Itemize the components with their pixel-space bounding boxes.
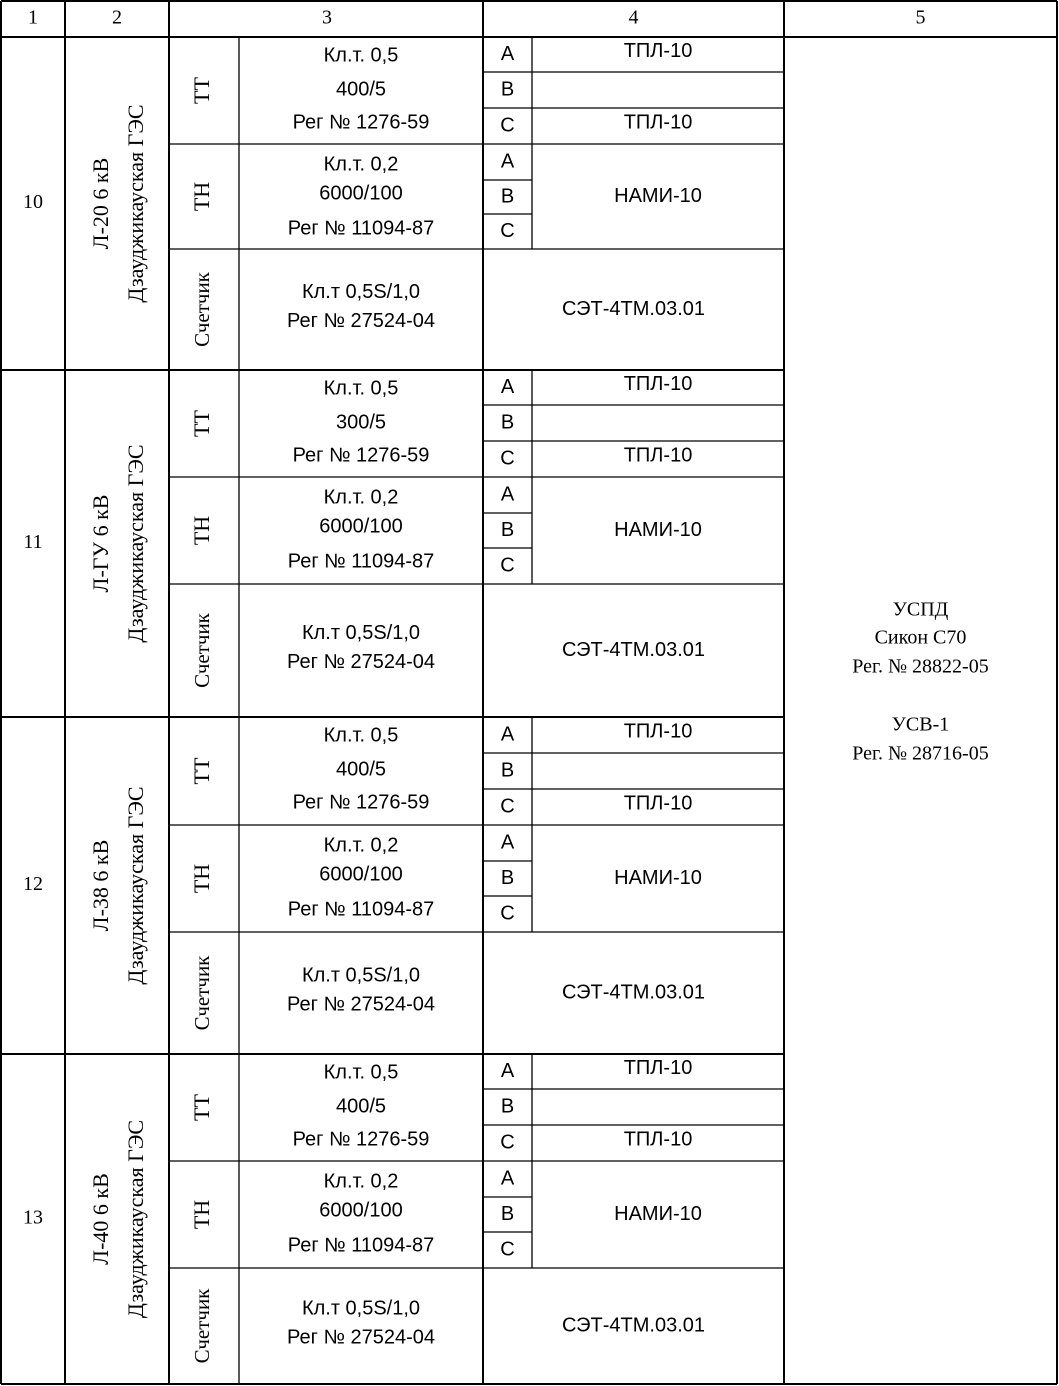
tt-ratio: 300/5 [335, 411, 387, 434]
uspd-reg: Рег. № 28822-05 [852, 655, 989, 678]
tt-phase: B [500, 1095, 515, 1118]
tt-type: ТПЛ-10 [623, 111, 693, 134]
tt-type: ТПЛ-10 [623, 39, 693, 62]
tn-ratio: 6000/100 [319, 515, 403, 538]
tn-label: ТН [189, 863, 215, 894]
tn-ratio: 6000/100 [319, 1199, 403, 1222]
uspd-title: УСПД [892, 598, 949, 621]
tt-phase: A [500, 723, 515, 746]
row-number: 10 [23, 191, 43, 214]
usv-title: УСВ-1 [891, 713, 950, 736]
tt-phase: A [500, 42, 515, 65]
tt-label: ТТ [189, 77, 215, 104]
tt-class: Кл.т. 0,5 [323, 377, 399, 400]
tn-phase: B [500, 866, 515, 889]
tt-class: Кл.т. 0,5 [323, 1061, 399, 1084]
tn-ratio: 6000/100 [319, 182, 403, 205]
tn-phase: C [500, 1238, 515, 1261]
tt-label: ТТ [189, 757, 215, 785]
meter-label: Счетчик [189, 955, 214, 1031]
tt-phase: B [500, 411, 515, 434]
line-name: Л-38 6 кВ [88, 839, 114, 932]
tn-reg: Рег № 11094-87 [287, 898, 435, 921]
tt-type: ТПЛ-10 [623, 1128, 693, 1151]
meter-label: Счетчик [189, 613, 214, 688]
tn-type: НАМИ-10 [614, 518, 702, 541]
usv-reg: Рег. № 28716-05 [852, 742, 989, 765]
station-name: Дзауджикауская ГЭС [123, 1119, 149, 1319]
header-cell-5: 5 [915, 6, 926, 29]
tt-phase: A [500, 1059, 515, 1082]
tn-phase: B [500, 518, 515, 541]
tn-phase: A [500, 831, 515, 854]
tn-class: Кл.т. 0,2 [323, 486, 399, 509]
tn-phase: A [500, 1167, 515, 1190]
tt-type: ТПЛ-10 [623, 1056, 693, 1079]
tn-class: Кл.т. 0,2 [323, 834, 399, 857]
row-number: 11 [23, 531, 43, 554]
tt-phase: C [500, 447, 515, 470]
tn-reg: Рег № 11094-87 [287, 1234, 435, 1257]
tt-phase: C [500, 795, 515, 818]
meter-class: Кл.т 0,5S/1,0 [301, 1297, 421, 1320]
meter-reg: Рег № 27524-04 [287, 650, 435, 673]
tn-type: НАМИ-10 [614, 184, 702, 207]
station-name: Дзауджикауская ГЭС [123, 444, 149, 643]
header-cell-4: 4 [628, 6, 639, 29]
table-grid [1, 1, 1057, 1384]
row-number: 13 [23, 1206, 43, 1229]
tn-reg: Рег № 11094-87 [287, 217, 435, 240]
tt-phase: C [500, 1131, 515, 1154]
header-cell-1: 1 [28, 6, 38, 29]
tn-label: ТН [189, 1199, 215, 1230]
station-name: Дзауджикауская ГЭС [123, 104, 149, 303]
tt-phase: B [500, 78, 515, 101]
tn-phase: A [500, 150, 515, 173]
meter-reg: Рег № 27524-04 [287, 993, 435, 1016]
tt-phase: A [500, 375, 515, 398]
meter-type: СЭТ-4ТМ.03.01 [561, 297, 706, 320]
tt-type: ТПЛ-10 [623, 372, 693, 395]
tn-phase: B [500, 185, 515, 208]
tn-type: НАМИ-10 [614, 1202, 702, 1225]
tt-ratio: 400/5 [335, 78, 387, 101]
line-name: Л-20 6 кВ [88, 157, 114, 250]
tn-label: ТН [189, 181, 215, 212]
line-name: Л-ГУ 6 кВ [88, 494, 114, 593]
meter-reg: Рег № 27524-04 [287, 309, 435, 332]
tt-reg: Рег № 1276-59 [292, 444, 430, 467]
tn-class: Кл.т. 0,2 [323, 1170, 399, 1193]
tt-class: Кл.т. 0,5 [323, 724, 399, 747]
tn-phase: C [500, 219, 515, 242]
meter-label: Счетчик [189, 1288, 214, 1364]
uspd-model: Сикон С70 [874, 626, 967, 649]
tt-type: ТПЛ-10 [623, 792, 693, 815]
header-cell-3: 3 [322, 6, 332, 29]
row-number: 12 [23, 873, 43, 896]
tt-ratio: 400/5 [335, 758, 387, 781]
meter-class: Кл.т 0,5S/1,0 [301, 964, 421, 987]
header-cell-2: 2 [112, 6, 122, 29]
tt-reg: Рег № 1276-59 [292, 111, 430, 134]
line-name: Л-40 6 кВ [88, 1173, 114, 1265]
tt-label: ТТ [189, 1094, 215, 1121]
tt-reg: Рег № 1276-59 [292, 791, 430, 814]
station-name: Дзауджикауская ГЭС [123, 786, 149, 985]
tt-class: Кл.т. 0,5 [323, 44, 399, 67]
tt-label: ТТ [189, 410, 215, 437]
tn-phase: C [500, 554, 515, 577]
tt-ratio: 400/5 [335, 1095, 387, 1118]
tn-ratio: 6000/100 [319, 863, 403, 886]
tn-label: ТН [189, 515, 215, 546]
meter-class: Кл.т 0,5S/1,0 [301, 280, 421, 303]
tt-reg: Рег № 1276-59 [292, 1128, 430, 1151]
tn-phase: A [500, 483, 515, 506]
tt-phase: C [500, 114, 515, 137]
tn-phase: C [500, 902, 515, 925]
meter-type: СЭТ-4ТМ.03.01 [561, 638, 706, 661]
meter-label: Счетчик [189, 272, 214, 347]
tn-type: НАМИ-10 [614, 866, 702, 889]
tt-type: ТПЛ-10 [623, 720, 693, 743]
meter-type: СЭТ-4ТМ.03.01 [561, 981, 706, 1004]
meter-reg: Рег № 27524-04 [287, 1326, 435, 1349]
tn-phase: B [500, 1202, 515, 1225]
table-content [23, 7, 989, 1364]
tn-reg: Рег № 11094-87 [287, 550, 435, 573]
meter-class: Кл.т 0,5S/1,0 [301, 621, 421, 644]
tt-type: ТПЛ-10 [623, 444, 693, 467]
meter-type: СЭТ-4ТМ.03.01 [561, 1314, 706, 1337]
tn-class: Кл.т. 0,2 [323, 153, 399, 176]
tt-phase: B [500, 759, 515, 782]
